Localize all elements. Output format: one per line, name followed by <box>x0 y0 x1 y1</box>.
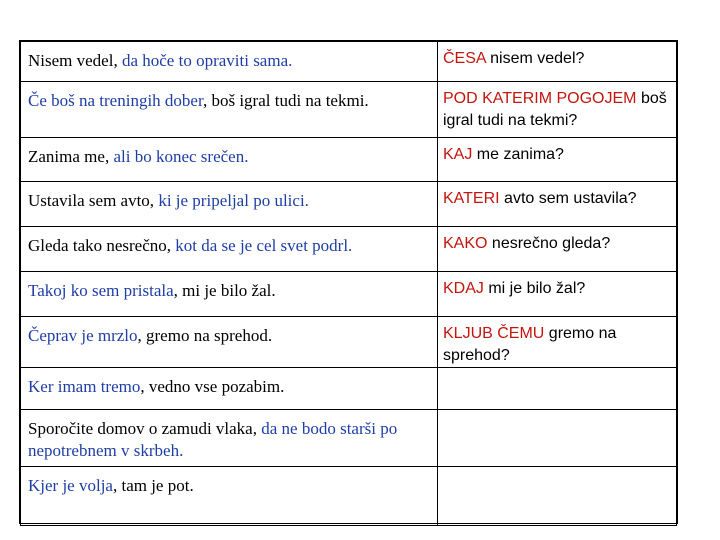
table-row <box>21 227 677 272</box>
question-cell <box>438 368 677 410</box>
sentence-cell <box>21 368 438 410</box>
main-clause: , mi je bilo žal. <box>173 281 276 300</box>
subordinate-clause: Ker imam tremo <box>28 377 141 396</box>
sentence-table <box>19 40 678 524</box>
subordinate-clause: Če boš na treningih dober <box>28 91 203 110</box>
question-rest: nesrečno gleda? <box>487 235 611 252</box>
question-word: KAJ <box>443 146 473 163</box>
question-rest: nisem vedel? <box>485 50 585 67</box>
subordinate-clause: Takoj ko sem pristala <box>28 281 174 300</box>
subordinate-clause: kot da se je cel svet podrl. <box>175 236 353 255</box>
main-clause: , gremo na sprehod. <box>137 326 273 345</box>
sentence-cell <box>21 182 438 227</box>
question-cell <box>438 138 677 182</box>
main-clause: Zanima me, <box>28 147 114 166</box>
main-clause: Nisem vedel, <box>28 51 122 70</box>
question-word: KLJUB ČEMU <box>443 325 545 342</box>
question-rest: avto sem ustavila? <box>499 190 637 207</box>
table-row <box>21 368 677 410</box>
subordinate-clause: Kjer je volja <box>28 476 113 495</box>
question-cell <box>438 182 677 227</box>
question-rest: gremo na sprehod? <box>443 325 617 364</box>
question-cell <box>438 82 677 138</box>
question-word: KATERI <box>443 190 500 207</box>
table-row <box>21 317 677 368</box>
main-clause: Ustavila sem avto, <box>28 191 159 210</box>
sentence-cell <box>21 317 438 368</box>
question-cell <box>438 467 677 526</box>
main-clause: , tam je pot. <box>112 476 194 495</box>
question-rest: me zanima? <box>472 146 564 163</box>
question-rest: mi je bilo žal? <box>483 280 586 297</box>
subordinate-clause: ali bo konec srečen. <box>113 147 249 166</box>
main-clause: Gleda tako nesrečno, <box>28 236 176 255</box>
sentence-cell <box>21 272 438 317</box>
question-rest: boš igral tudi na tekmi? <box>443 90 667 129</box>
question-cell <box>438 227 677 272</box>
sentence-cell <box>21 410 438 467</box>
table-row <box>21 272 677 317</box>
sentence-cell <box>21 467 438 526</box>
question-cell <box>438 272 677 317</box>
table-row <box>21 82 677 138</box>
table-row <box>21 410 677 467</box>
sentence-cell <box>21 227 438 272</box>
question-word: KDAJ <box>443 280 484 297</box>
question-word: KAKO <box>443 235 488 252</box>
question-cell <box>438 317 677 368</box>
question-word: ČESA <box>443 50 486 67</box>
main-clause: , boš igral tudi na tekmi. <box>202 91 369 110</box>
question-word: POD KATERIM POGOJEM <box>443 90 637 107</box>
subordinate-clause: Čeprav je mrzlo <box>28 326 138 345</box>
table-row <box>21 138 677 182</box>
question-cell <box>438 42 677 82</box>
table-row <box>21 182 677 227</box>
table-row <box>21 467 677 526</box>
table-row <box>21 42 677 82</box>
main-clause: , vedno vse pozabim. <box>140 377 285 396</box>
subordinate-clause: da hoče to opraviti sama. <box>121 51 293 70</box>
sentence-cell <box>21 42 438 82</box>
question-cell <box>438 410 677 467</box>
main-clause: Sporočite domov o zamudi vlaka, <box>28 419 262 438</box>
subordinate-clause: da ne bodo starši po nepotrebnem v skrbeh. <box>28 419 398 460</box>
subordinate-clause: ki je pripeljal po ulici. <box>158 191 309 210</box>
sentence-cell <box>21 138 438 182</box>
sentence-cell <box>21 82 438 138</box>
